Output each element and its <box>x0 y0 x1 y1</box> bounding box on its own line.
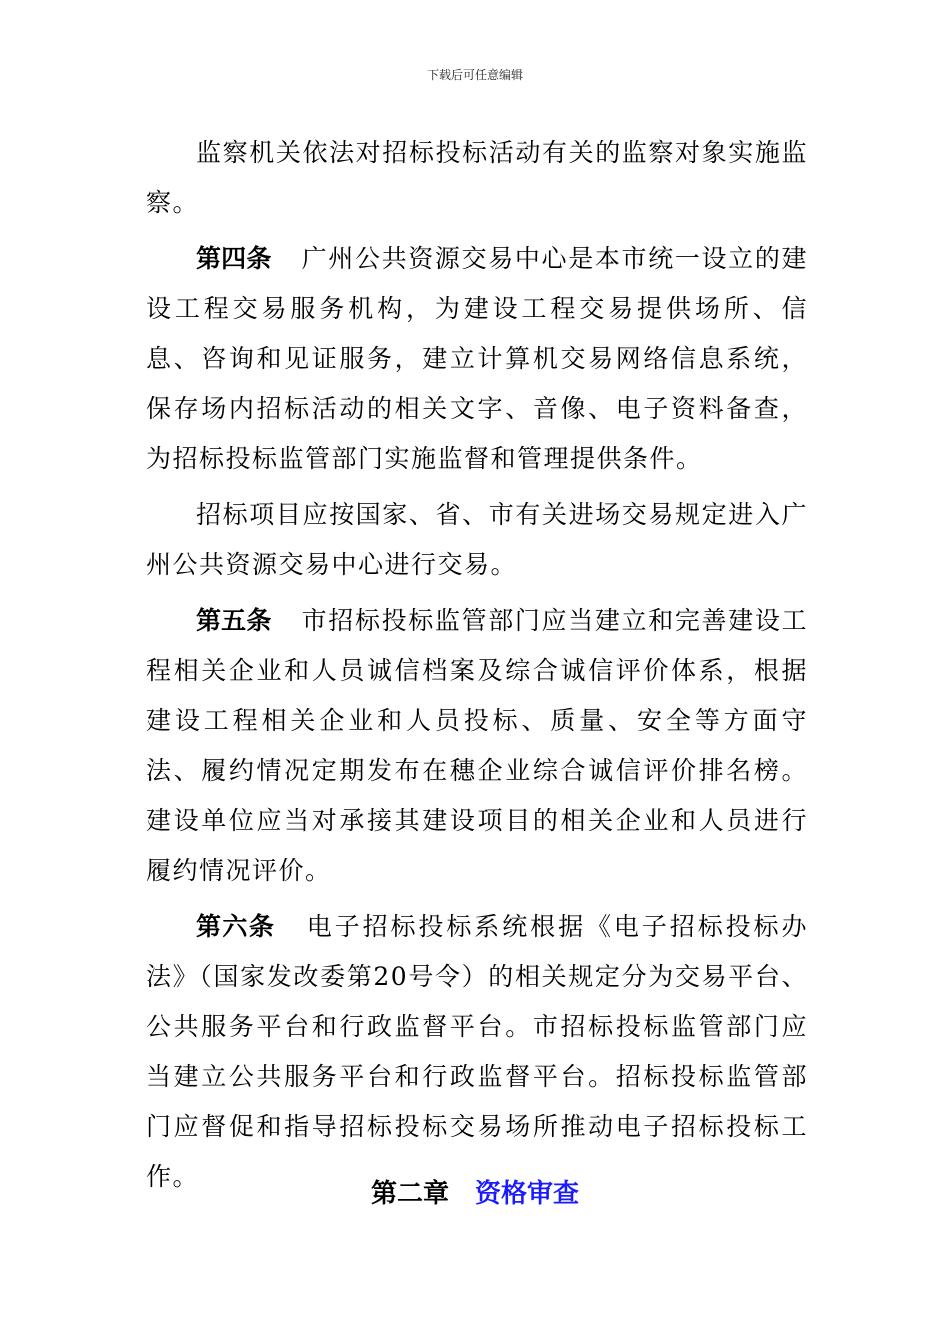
paragraph-supervision <box>146 128 808 228</box>
article-6 <box>146 902 808 1202</box>
article-text: 市招标投标监管部门应当建立和完善建设工程相关企业和人员诚信档案及综合诚信评价体系，根据建设工程相关企业和人员投标、质量、安全等方面守法、履约情况定期发布在穗企业综合诚信评价排名榜。建设单位应当对承接其建设项目的相关企业和人员进行履约情况评价。 <box>146 606 808 885</box>
paragraph-text: 招标项目应按国家、省、市有关进场交易规定进入广州公共资源交易中心进行交易。 <box>146 500 808 579</box>
chapter-title[interactable]: 资格审查 <box>475 1179 580 1209</box>
article-label: 第四条 <box>196 244 272 273</box>
article-text: 电子招标投标系统根据《电子招标投标办法》（国家发改委第20号令）的相关规定分为交易平台、公共服务平台和行政监督平台。市招标投标监管部门应当建立公共服务平台和行政监督平台。招标投标监管部门应督促和指导招标投标交易场所推动电子招标投标工作。 <box>146 912 808 1191</box>
document-body <box>146 128 808 1202</box>
article-4 <box>146 234 808 484</box>
chapter-number: 第二章 <box>370 1179 449 1209</box>
article-label: 第五条 <box>196 606 272 635</box>
page-header-note: 下载后可任意编辑 <box>426 68 523 82</box>
article-text: 广州公共资源交易中心是本市统一设立的建设工程交易服务机构，为建设工程交易提供场所、信息、咨询和见证服务，建立计算机交易网络信息系统，保存场内招标活动的相关文字、音像、电子资料备查，为招标投标监管部门实施监督和管理提供条件。 <box>146 244 808 473</box>
paragraph-trading <box>146 490 808 590</box>
paragraph-text: 监察机关依法对招标投标活动有关的监察对象实施监察。 <box>146 138 808 217</box>
chapter-heading <box>0 1172 950 1216</box>
article-5 <box>146 596 808 896</box>
article-label: 第六条 <box>196 912 276 941</box>
